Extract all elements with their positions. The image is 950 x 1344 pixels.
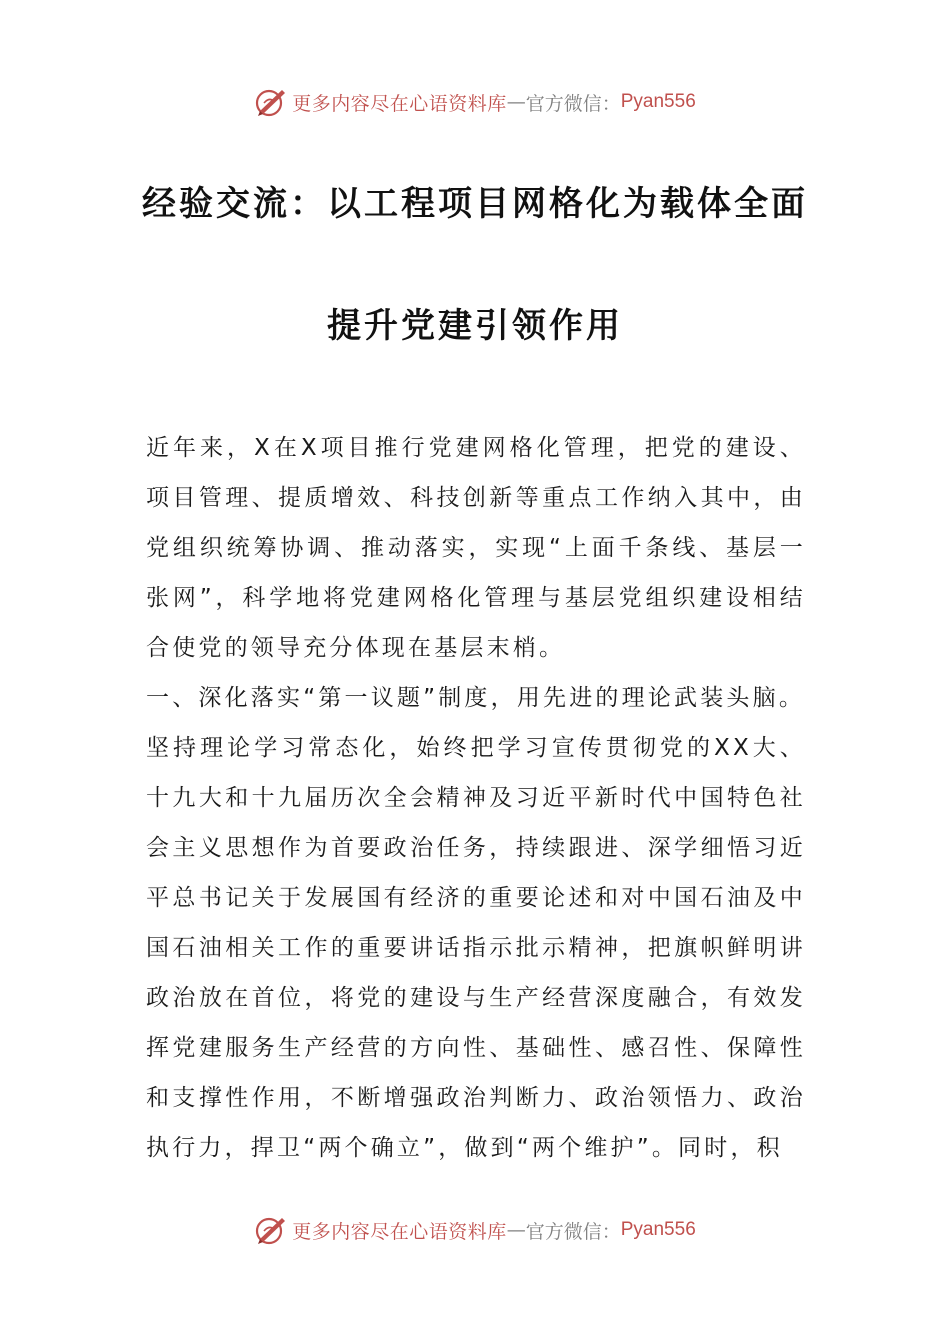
section1-heading: 一、深化落实“第一议题”制度，用先进的理论武装头脑。 [146, 685, 806, 711]
section1-paragraph: 坚持理论学习常态化，始终把学习宣传贯彻党的XX大、十九大和十九届历次全会精神及习近平新时代中国特色社会主义思想作为首要政治任务，持续跟进、深学细悟习近平总书记关于发展国有经济的重要论述和对中国石油及中国石油相关工作的重要讲话指示批示精神，把旗帜鲜明讲政治放在首位，将党的建设与生产经营深度融合，有效发挥党建服务生产经营的方向性、基础性、感召性、保障性和支撑性作用，不断增强政治判断力、政治领悟力、政治执行力，捍卫“两个确立”，做到“两个维护”。同时，积 [146, 735, 806, 1161]
banner-sub-text: 官方微信： [525, 92, 621, 115]
document-body [146, 423, 806, 1173]
footer-banner [0, 1210, 950, 1250]
document-title-line1: 经验交流：以工程项目网格化为载体全面 [142, 184, 808, 224]
header-banner [0, 82, 950, 122]
document-title-line2: 提升党建引领作用 [327, 306, 623, 346]
banner-wechat-id: Pyan556 [620, 1219, 696, 1240]
banner-sub-text: 官方微信： [525, 1220, 621, 1243]
banner-main-text: 更多内容尽在心语资料库 [292, 92, 507, 115]
banner-wechat-id: Pyan556 [620, 91, 696, 112]
banner-main-text: 更多内容尽在心语资料库 [292, 1220, 507, 1243]
pen-logo-icon [254, 85, 288, 119]
banner-separator: — [506, 91, 526, 113]
banner-separator: — [506, 1219, 526, 1241]
pen-logo-icon [254, 1213, 288, 1247]
intro-paragraph: 近年来，X在X项目推行党建网格化管理，把党的建设、项目管理、提质增效、科技创新等重点工作纳入其中，由党组织统筹协调、推动落实，实现“上面千条线、基层一张网”，科学地将党建网格化管理与基层党组织建设相结合使党的领导充分体现在基层末梢。 [146, 435, 806, 661]
